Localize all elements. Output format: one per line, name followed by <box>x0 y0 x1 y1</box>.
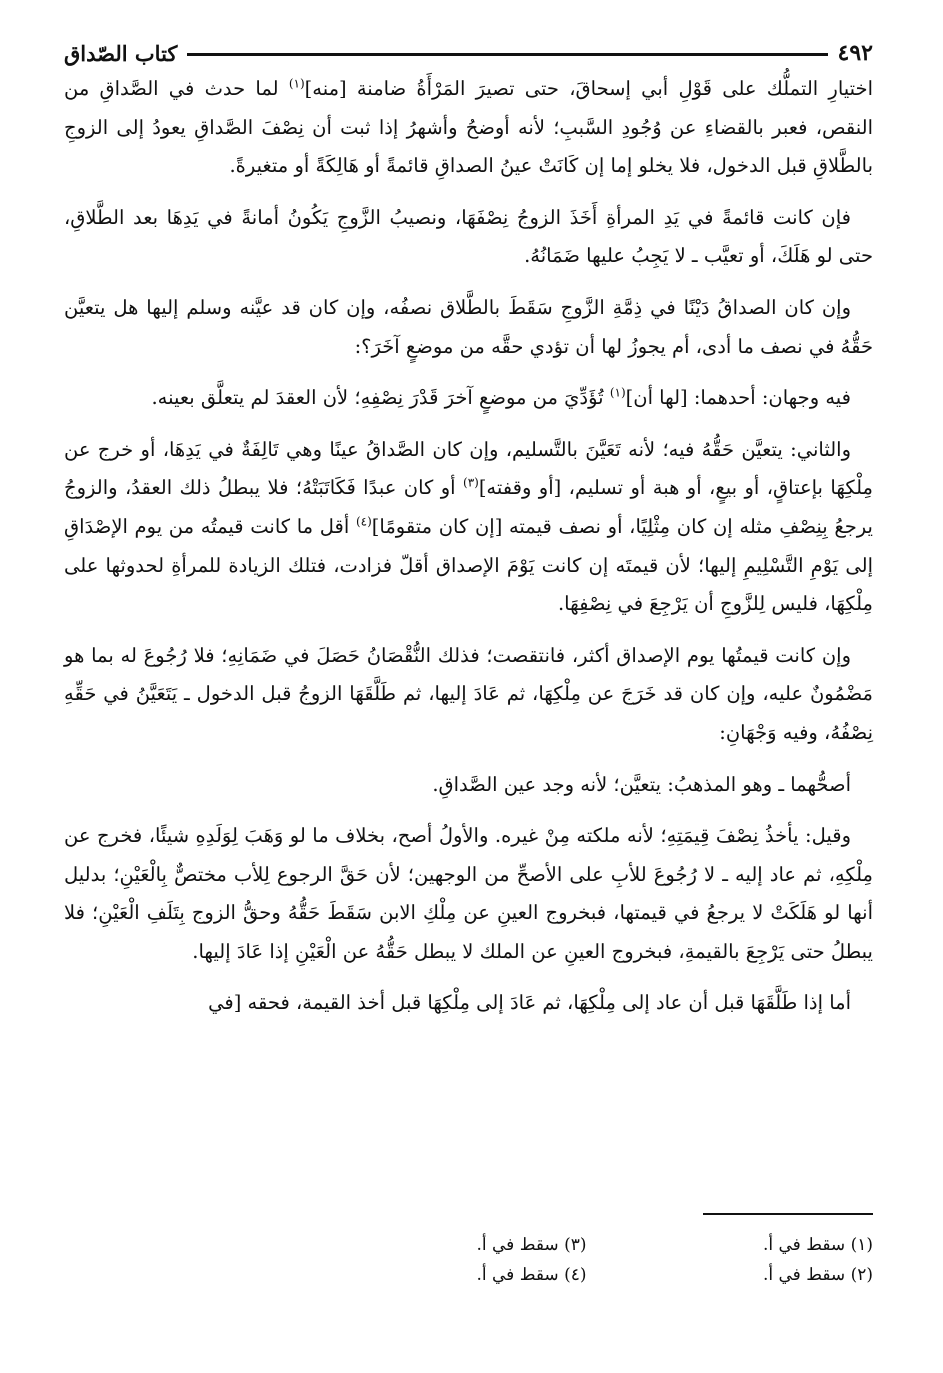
page-number: ٤٩٢ <box>837 40 873 66</box>
paragraph-text: لما حدث في الصَّداقِ من النقص، فعبر بالقضاءِ عن وُجُودِ السَّببِ؛ لأنه أوضحُ وأشهرُ إذا ثبت أن نِصْفَ الصَّداقِ يعودُ إلى الزوجِ بالطَّلاقِ قبل الدخول، فلا يخلو إما إن كَانَتْ عينُ الصداقِ قائمةً أو هَالِكَةً أو متغيرةً. <box>64 77 873 178</box>
paragraph-2 <box>64 199 873 276</box>
paragraph-8 <box>64 817 873 971</box>
paragraph-text: تُؤَدِّيَ من موضعٍ آخرَ قَدْرَ نِصْفِهِ؛ لأن العقدَ لم يتعلَّق بعينه. <box>151 386 610 410</box>
footnote-ref: (١) <box>288 76 305 91</box>
page-header <box>64 36 873 70</box>
paragraph-text: أقل ما كانت قيمتُه من يوم الإصْدَاقِ إلى يَوْمِ التَّسْلِيمِ إليها؛ لأن قيمتَه إن كانت يَوْمَ الإصداق أقلّ فزادت، فتلك الزيادة للمرأةِ لحدوثها على مِلْكِهَا، فليس لِلزَّوجِ أن يَرْجِعَ في نِصْفِهَا. <box>64 514 873 616</box>
footnote-4: (٤) سقط في أ. <box>476 1265 587 1285</box>
footnote-ref: (٣) <box>463 475 479 490</box>
paragraph-6 <box>64 637 873 753</box>
paragraph-text: والثاني: يتعيَّن حَقُّهُ فيه؛ لأنه تَعَيَّنَ بالتَّسليم، وإن كان الصَّداقُ عينًا وهي تَالِفَةٌ في يَدِهَا، أو خرج عن مِلْكِهَا بإعتاقٍ، أو بيعٍ، أو هبة أو تسليم، [أو وقفته] <box>64 437 873 500</box>
paragraph-text: أصحُّهما ـ وهو المذهبُ: يتعيَّن؛ لأنه وجد عين الصَّداقِ. <box>432 772 851 796</box>
paragraph-text: أو كان عبدًا فَكَاتَبَتْهُ؛ فلا يبطلُ ذلك العقدُ، والزوجُ يرجعُ بِنِصْفِ مثله إن كان مِثْلِيًا، أو نصف قيمته [إن كان متقومًا] <box>64 476 873 538</box>
paragraph-text: أما إذا طَلَّقَهَا قبل أن عاد إلى مِلْكِهَا، ثم عَادَ إلى مِلْكِهَا قبل أخذ القيمة، فحقه [في <box>208 991 851 1015</box>
paragraph-7 <box>64 766 873 805</box>
paragraph-3 <box>64 289 873 366</box>
paragraph-text: وقيل: يأخذُ نِصْفَ قِيمَتِهِ؛ لأنه ملكته مِنْ غيره. والأولُ أصح، بخلاف ما لو وَهَبَ لِوَلَدِهِ شيئًا، فخرج عن مِلْكِهِ، ثم عاد إليه ـ لا رُجُوعَ للأبِ على الأصحِّ من الوجهين؛ لأن حَقَّ الرجوع لِلأب مختصٌّ بِالْعَيْنِ؛ بدليل أنها لو هَلَكَتْ لا يرجعُ في قيمتها، فبخروج العينِ عن مِلْكِ الابن سَقَطَ حَقُّهُ وحقُّ الزوج بِتَلَفِ الْعَيْنِ؛ فلا يبطلُ حتى يَرْجِعَ بالقيمةِ، فبخروج العينِ عن الملك لا يبطل حَقُّهُ عن الْعَيْنِ إذا عَادَ إليها. <box>64 824 873 963</box>
paragraph-4 <box>64 379 873 418</box>
paragraph-text: وإن كان الصداقُ دَيْنًا في ذِمَّةِ الزَّوجِ سَقَطَ بالطَّلاق نصفُه، وإن كان قد عيَّنه وسلم إليها هل يتعيَّن حَقُّهُ في نصف ما أدى، أم يجوزُ لها أن تؤدي حقَّه من موضعٍ آخَرَ؟: <box>64 295 873 358</box>
paragraph-text: فإن كانت قائمةً في يَدِ المرأةِ أَخَذَ الزوجُ نِصْفَهَا، ونصيبُ الزَّوجِ يَكُونُ أمانةً في يَدِهَا بعد الطَّلاقِ، حتى لو هَلَكَ، أو تعيَّب ـ لا يَجِبُ عليها ضَمَانُهُ. <box>64 205 873 268</box>
paragraph-text: اختيارِ التملُّك على قَوْلِ أبي إسحاقَ، حتى تصيرَ المَرْأَةُ ضامنة [منه] <box>304 77 874 100</box>
footnote-1: (١) سقط في أ. <box>762 1235 873 1255</box>
paragraph-text: فيه وجهان: أحدهما: [لها أن] <box>625 386 851 410</box>
paragraph-9 <box>64 984 873 1023</box>
header-rule <box>187 53 827 56</box>
paragraph-text: وإن كانت قيمتُها يوم الإصداق أكثر، فانتقصت؛ فذلك النُّقْصَانُ حَصَلَ في ضَمَانِهِ؛ فلا رُجُوعَ له بما هو مَضْمُونٌ عليه، وإن كان قد خَرَجَ عن مِلْكِهَا، ثم عَادَ إليها، ثم طَلَّقَهَا الزوجُ قبل الدخول ـ يَتَعَيَّنُ في حَقِّهِ نِصْفُهُ، وفيه وَجْهَانِ: <box>64 643 873 744</box>
paragraph-5 <box>64 431 873 624</box>
paragraph-1 <box>64 70 873 186</box>
footnote-divider <box>703 1213 873 1215</box>
running-title: كتاب الصّداق <box>64 40 178 66</box>
footnote-ref: (١) <box>609 385 626 400</box>
body-text <box>64 70 873 1036</box>
footnote-2: (٢) سقط في أ. <box>762 1265 873 1285</box>
footnote-3: (٣) سقط في أ. <box>476 1235 587 1255</box>
footnote-ref: (٤) <box>355 514 372 529</box>
footnotes <box>300 1230 873 1290</box>
